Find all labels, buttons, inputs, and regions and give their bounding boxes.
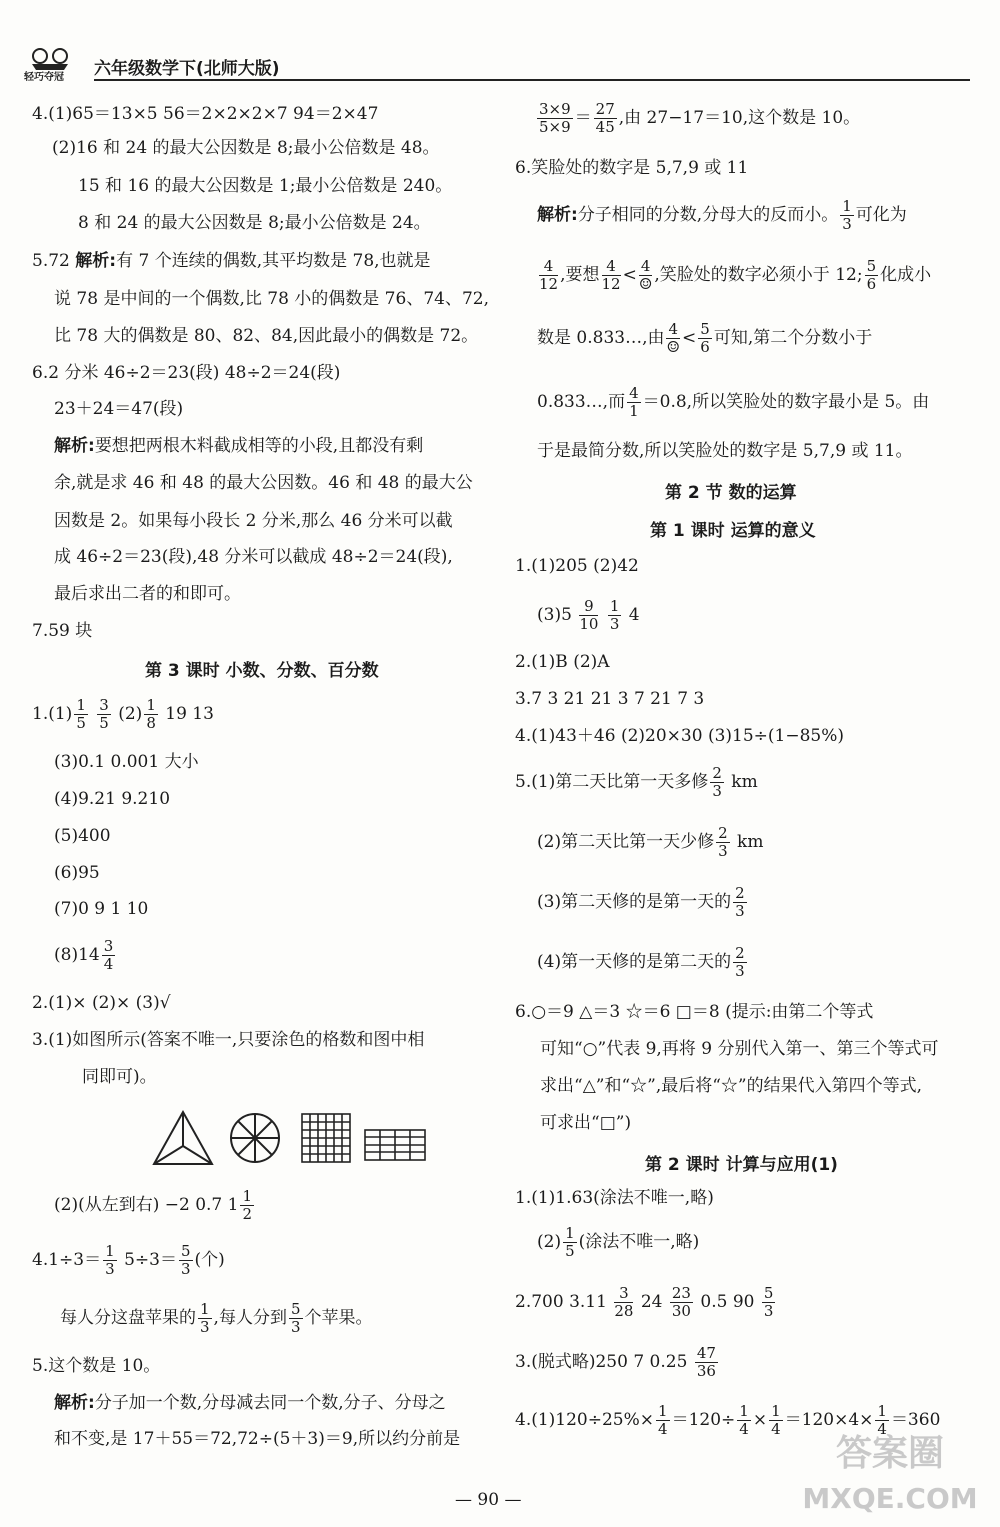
s3-q4-line1: 4.1÷3＝ $\frac{1}{3}$ 5÷3＝ $\frac{5}{3}$ (个) bbox=[32, 1242, 225, 1278]
fraction: $\frac{1}{4}$ bbox=[658, 1402, 668, 1438]
l-q6-line6: 成 46÷2＝23(段),48 分米可以截成 48÷2＝24(段), bbox=[54, 547, 453, 567]
r-c1-line1: 1.(1)1.63(涂法不唯一,略) bbox=[515, 1188, 714, 1208]
fraction: $\frac{2}{3}$ bbox=[712, 764, 722, 800]
r-q6-line1: 6.笑脸处的数字是 5,7,9 或 11 bbox=[515, 158, 749, 178]
l-q5-line2: 说 78 是中间的一个偶数,比 78 小的偶数是 76、74、72, bbox=[54, 289, 489, 309]
s3-q3-line2: 同即可)。 bbox=[82, 1067, 157, 1087]
l-q6-line2: 23＋24＝47(段) bbox=[54, 399, 184, 419]
fraction: $\frac{2}{3}$ bbox=[718, 824, 728, 860]
l-q4-line2: (2)16 和 24 的最大公因数是 8;最小公倍数是 48。 bbox=[52, 138, 440, 158]
l-q6-line7: 最后求出二者的和即可。 bbox=[54, 584, 241, 604]
fraction: $\frac{3}{5}$ bbox=[99, 696, 109, 732]
fraction: $\frac{1}{3}$ bbox=[609, 597, 620, 633]
r-q6b-line3: 求出“△”和“☆”,最后将“☆”的结果代入第四个等式, bbox=[540, 1076, 923, 1096]
r-q1-line1: 1.(1)205 (2)42 bbox=[515, 556, 639, 576]
header-rule bbox=[94, 79, 970, 81]
fraction: $\frac{3}{28}$ bbox=[614, 1284, 634, 1320]
fraction: $\frac{1}{8}$ bbox=[146, 696, 156, 732]
s3-q4-line2: 每人分这盘苹果的 $\frac{1}{3}$ ,每人分到 $\frac{5}{3}$ 个苹果。 bbox=[60, 1300, 373, 1336]
fraction: $\frac{4}{12}$ bbox=[539, 257, 559, 293]
l-q5-line1: 5.72 解析:有 7 个连续的偶数,其平均数是 78,也就是 bbox=[32, 251, 431, 271]
s3-q1-line5: (5)400 bbox=[54, 826, 111, 846]
fraction: $\frac{1}{3}$ bbox=[842, 197, 852, 233]
s3-q1-line4: (4)9.21 9.210 bbox=[54, 789, 171, 809]
r-q6-line3: $\frac{4}{12}$ ,要想 $\frac{4}{12}$ < 4 ☺ ,笑脸处的数字必须小于 12; $\frac{5}{6}$ 化成小 bbox=[539, 257, 932, 293]
bar-figure bbox=[365, 1130, 425, 1160]
fraction: $\frac{1}{5}$ bbox=[565, 1224, 575, 1260]
s3-q1-line3: (3)0.1 0.001 大小 bbox=[54, 752, 199, 772]
fraction: $\frac{5}{3}$ bbox=[180, 1242, 191, 1278]
l-q6-line4: 余,就是求 46 和 48 的最大公因数。46 和 48 的最大公 bbox=[54, 473, 473, 493]
r-q6-line4: 数是 0.833…,由 4 ☺ < $\frac{5}{6}$ 可知,第二个分数小于 bbox=[537, 320, 873, 356]
s3-q3-line3: (2)(从左到右) −2 0.7 1 $\frac{1}{2}$ bbox=[54, 1187, 253, 1223]
fraction: $\frac{1}{3}$ bbox=[200, 1300, 210, 1336]
r-q1-line2: (3)5 $\frac{9}{10}$ $\frac{1}{3}$ 4 bbox=[537, 597, 640, 633]
l-q6-line3: 解析:要想把两根木料截成相等的小段,且都没有剩 bbox=[54, 436, 424, 456]
fraction: $\frac{9}{10}$ bbox=[579, 597, 599, 633]
fraction: $\frac{1}{3}$ bbox=[105, 1242, 115, 1278]
page-header bbox=[24, 44, 970, 84]
fraction: 4 ☺ bbox=[666, 320, 680, 356]
fraction: $\frac{1}{2}$ bbox=[242, 1187, 253, 1223]
r-c4: 4.(1)120÷25%× $\frac{1}{4}$ ＝120÷ $\frac{1}{4}$ × $\frac{1}{4}$ ＝120×4× $\frac{1}{4}$ ＝360 bbox=[515, 1402, 941, 1438]
book-title: 六年级数学下(北师大版) bbox=[94, 59, 280, 79]
r-q5-line4: (4)第一天修的是第二天的 $\frac{2}{3}$ bbox=[537, 944, 745, 980]
l-q6-line1: 6.2 分米 46÷2＝23(段) 48÷2＝24(段) bbox=[32, 363, 341, 383]
circle-figure bbox=[231, 1114, 279, 1162]
shape-figures bbox=[150, 1108, 480, 1170]
fraction: $\frac{4}{1}$ bbox=[629, 384, 639, 420]
s3-q1-line7: (7)0 9 1 10 bbox=[54, 899, 149, 919]
fraction: $\frac{5}{3}$ bbox=[763, 1284, 774, 1320]
l-q4-line4: 8 和 24 的最大公因数是 8;最小公倍数是 24。 bbox=[78, 213, 431, 233]
smiley-icon: ☺ bbox=[638, 275, 653, 293]
lesson3-heading: 第 3 课时 小数、分数、百分数 bbox=[145, 661, 379, 681]
section2-heading: 第 2 节 数的运算 bbox=[665, 483, 797, 503]
watermark-text: 答案圈 bbox=[835, 1433, 945, 1474]
fraction: $\frac{23}{30}$ bbox=[671, 1284, 691, 1320]
l-q6-line5: 因数是 2。如果每小段长 2 分米,那么 46 分米可以截 bbox=[54, 511, 453, 531]
l-q4-line1: 4.(1)65＝13×5 56＝2×2×2×7 94＝2×47 bbox=[32, 104, 379, 124]
fraction: $\frac{2}{3}$ bbox=[735, 944, 745, 980]
l-q5-line3: 比 78 大的偶数是 80、82、84,因此最小的偶数是 72。 bbox=[54, 326, 479, 346]
fraction: $\frac{27}{45}$ bbox=[595, 100, 615, 136]
r-q5-line2: (2)第二天比第一天少修 $\frac{2}{3}$ km bbox=[537, 824, 764, 860]
page-number: — 90 — bbox=[455, 1490, 522, 1510]
r-q4: 4.(1)43＋46 (2)20×30 (3)15÷(1−85%) bbox=[515, 726, 845, 746]
r-c3: 3.(脱式略)250 7 0.25 $\frac{47}{36}$ bbox=[515, 1344, 716, 1380]
fraction: $\frac{5}{6}$ bbox=[866, 257, 877, 293]
lesson1-heading: 第 1 课时 运算的意义 bbox=[650, 521, 816, 541]
s3-q5-line3: 和不变,是 17＋55＝72,72÷(5＋3)＝9,所以约分前是 bbox=[54, 1429, 461, 1449]
s3-q2: 2.(1)× (2)× (3)√ bbox=[32, 993, 171, 1013]
grid-figure bbox=[302, 1114, 350, 1162]
fraction: $\frac{3\times 9}{5\times 9}$ bbox=[539, 100, 571, 136]
fraction: $\frac{5}{3}$ bbox=[290, 1300, 301, 1336]
s3-q1-line8: (8)14 $\frac{3}{4}$ bbox=[54, 937, 114, 973]
s3-q1-line1: 1.(1) $\frac{1}{5}$ $\frac{3}{5}$ (2) $\frac{1}{8}$ 19 13 bbox=[32, 696, 214, 732]
fraction: $\frac{4}{12}$ bbox=[601, 257, 621, 293]
fraction: $\frac{2}{3}$ bbox=[735, 884, 745, 920]
r-c1-line2: (2) $\frac{1}{5}$ (涂法不唯一,略) bbox=[537, 1224, 700, 1260]
watermark-url: MXQE.COM bbox=[802, 1482, 978, 1515]
s3-q3-line1: 3.(1)如图所示(答案不唯一,只要涂色的格数和图中相 bbox=[32, 1030, 425, 1050]
fraction: $\frac{5}{6}$ bbox=[700, 320, 710, 356]
brand-logo bbox=[24, 44, 84, 82]
r-q2: 2.(1)B (2)A bbox=[515, 652, 610, 672]
fraction: $\frac{3}{4}$ bbox=[103, 937, 114, 973]
l-q7: 7.59 块 bbox=[32, 621, 93, 641]
watermark-logo bbox=[790, 1420, 990, 1520]
s3-q1-line6: (6)95 bbox=[54, 863, 100, 883]
smiley-icon: ☺ bbox=[666, 338, 680, 356]
triangle-figure bbox=[154, 1112, 212, 1164]
r-q5-line1: 5.(1)第二天比第一天多修 $\frac{2}{3}$ km bbox=[515, 764, 758, 800]
r-q6-line5: 0.833…,而 $\frac{4}{1}$ ＝0.8,所以笑脸处的数字最小是 5。由 bbox=[537, 384, 930, 420]
s3-q5-line2: 解析:分子加一个数,分母减去同一个数,分子、分母之 bbox=[54, 1393, 446, 1413]
l-q4-line3: 15 和 16 的最大公因数是 1;最小公倍数是 240。 bbox=[78, 176, 453, 196]
svg-text:轻巧夺冠: 轻巧夺冠 bbox=[24, 72, 64, 82]
fraction: $\frac{1}{4}$ bbox=[739, 1402, 749, 1438]
r-q6-line2: 解析:分子相同的分数,分母大的反而小。 $\frac{1}{3}$ 可化为 bbox=[537, 197, 907, 233]
fraction: $\frac{47}{36}$ bbox=[696, 1344, 716, 1380]
fraction: 4 ☺ bbox=[638, 257, 653, 293]
r-q3: 3.7 3 21 21 3 7 21 7 3 bbox=[515, 689, 705, 709]
fraction: $\frac{1}{5}$ bbox=[76, 696, 86, 732]
r-c2: 2.700 3.11 $\frac{3}{28}$ 24 $\frac{23}{30}$ 0.5 90 $\frac{5}{3}$ bbox=[515, 1284, 774, 1320]
r-top-line: $\frac{3\times 9}{5\times 9}$ ＝ $\frac{27}{45}$ ,由 27−17＝10,这个数是 10。 bbox=[539, 100, 861, 136]
r-q6b-line2: 可知“○”代表 9,再将 9 分别代入第一、第三个等式可 bbox=[540, 1039, 939, 1059]
r-q6b-line4: 可求出“□”) bbox=[540, 1113, 632, 1133]
r-q6-line6: 于是最简分数,所以笑脸处的数字是 5,7,9 或 11。 bbox=[537, 441, 913, 461]
fraction: $\frac{1}{4}$ bbox=[771, 1402, 781, 1438]
r-q5-line3: (3)第二天修的是第一天的 $\frac{2}{3}$ bbox=[537, 884, 745, 920]
lesson2-heading: 第 2 课时 计算与应用(1) bbox=[645, 1155, 838, 1175]
r-q6b-line1: 6.○＝9 △＝3 ☆＝6 □＝8 (提示:由第二个等式 bbox=[515, 1002, 874, 1022]
s3-q5-line1: 5.这个数是 10。 bbox=[32, 1356, 161, 1376]
fraction: $\frac{1}{4}$ bbox=[877, 1402, 887, 1438]
